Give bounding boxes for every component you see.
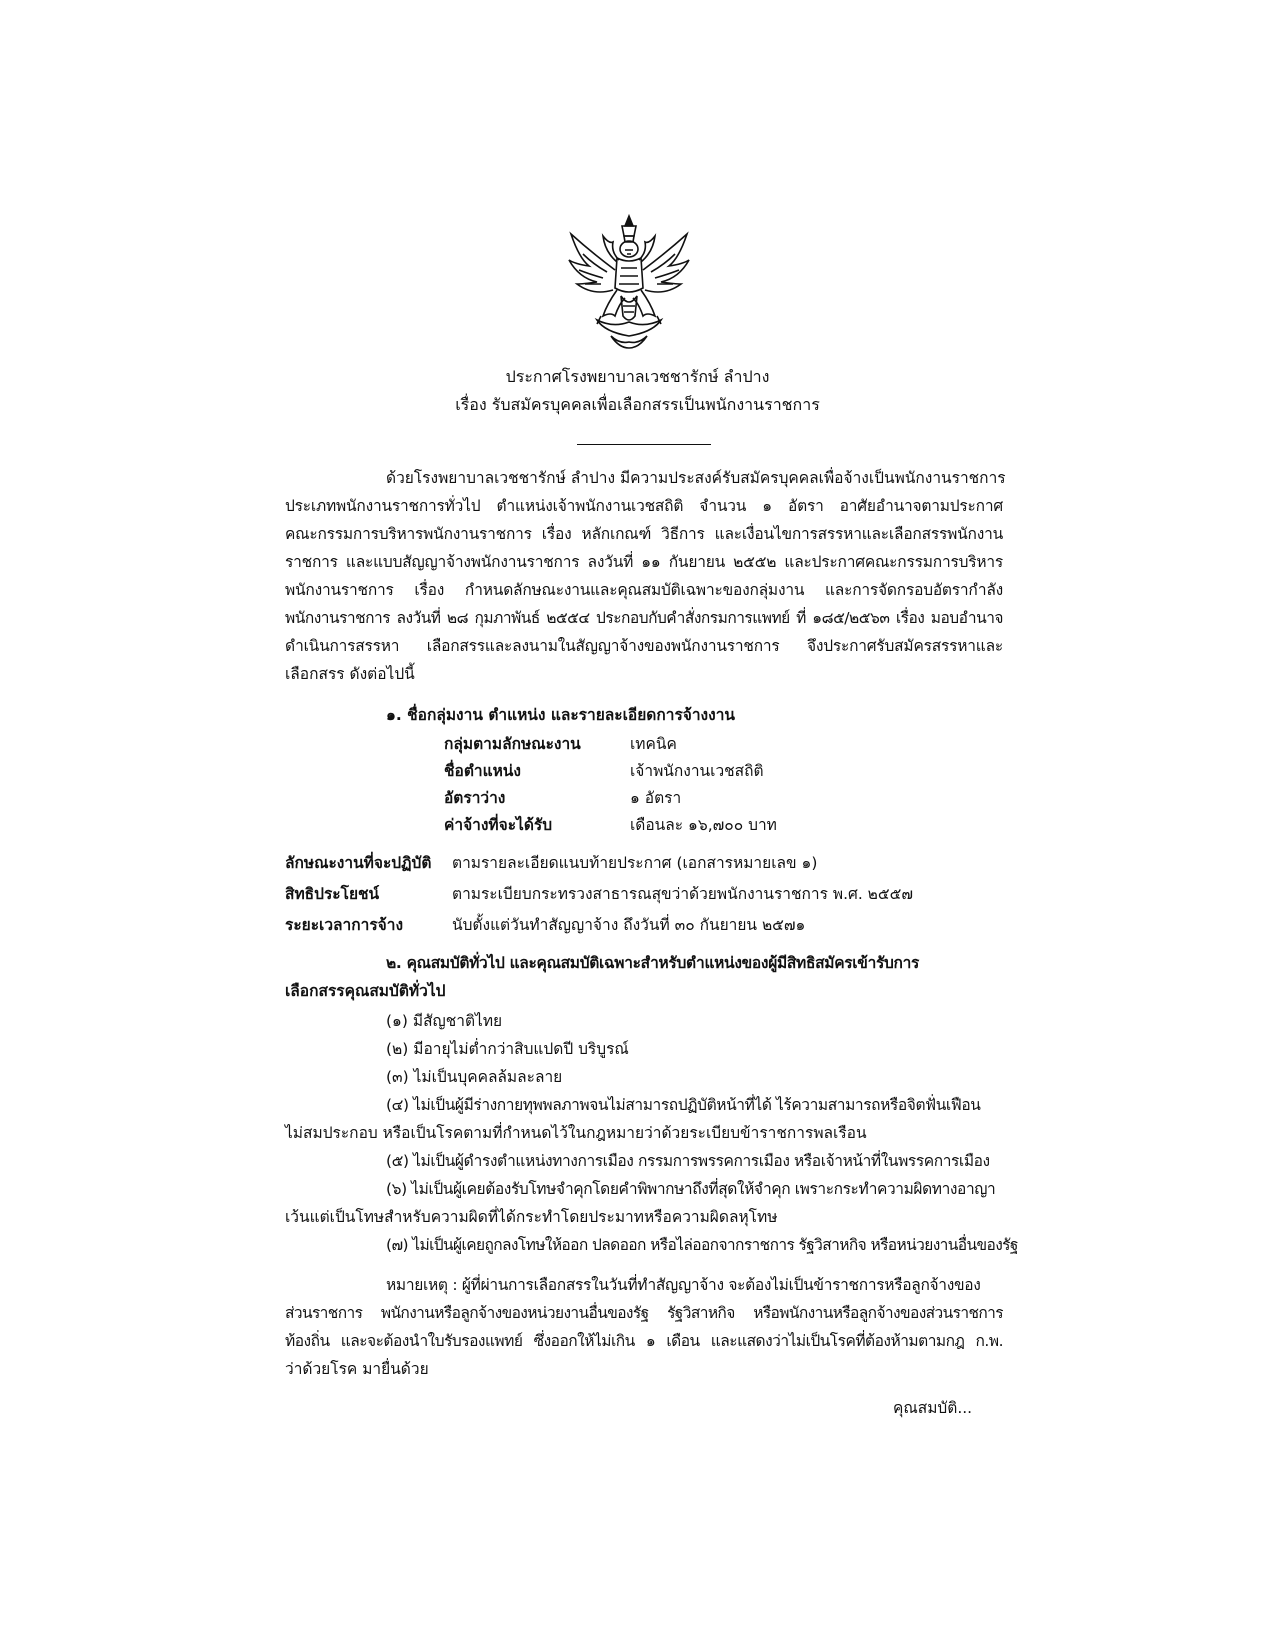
note-line: หมายเหตุ : ผู้ที่ผ่านการเลือกสรรในวันที่ทำสัญญาจ้าง จะต้องไม่เป็นข้าราชการหรือลูกจ้างของ — [386, 1276, 981, 1294]
intro-line: ราชการ และแบบสัญญาจ้างพนักงานราชการ ลงวันที่ ๑๑ กันยายน ๒๕๕๒ และประกาศคณะกรรมการบริหาร — [285, 553, 1003, 571]
section2-heading: ๒. คุณสมบัติทั่วไป และคุณสมบัติเฉพาะสำหรับตำแหน่งของผู้มีสิทธิสมัครเข้ารับการ — [386, 954, 920, 972]
qualification-item: (๑) มีสัญชาติไทย — [386, 1012, 503, 1030]
field-value-salary: เดือนละ ๑๖,๗๐๐ บาท — [630, 816, 777, 834]
qualification-item-continued: ไม่สมประกอบ หรือเป็นโรคตามที่กำหนดไว้ในกฎหมายว่าด้วยระเบียบข้าราชการพลเรือน — [285, 1124, 867, 1142]
detail-label-duties: ลักษณะงานที่จะปฏิบัติ — [285, 854, 432, 872]
garuda-emblem-icon — [567, 212, 691, 350]
detail-label-benefits: สิทธิประโยชน์ — [285, 885, 380, 903]
field-value-vacancy: ๑ อัตรา — [630, 789, 682, 807]
field-value-job-group: เทคนิค — [630, 735, 677, 753]
title-divider — [577, 444, 711, 445]
detail-value-benefits: ตามระเบียบกระทรวงสาธารณสุขว่าด้วยพนักงานราชการ พ.ศ. ๒๕๕๗ — [452, 885, 914, 903]
detail-value-duties: ตามรายละเอียดแนบท้ายประกาศ (เอกสารหมายเลข ๑) — [452, 854, 818, 872]
detail-value-duration: นับตั้งแต่วันทำสัญญาจ้าง ถึงวันที่ ๓๐ กันยายน ๒๕๗๑ — [452, 916, 806, 934]
qualification-item: (๕) ไม่เป็นผู้ดำรงตำแหน่งทางการเมือง กรรมการพรรคการเมือง หรือเจ้าหน้าที่ในพรรคการเมือง — [386, 1152, 990, 1170]
qualification-item: (๓) ไม่เป็นบุคคลล้มละลาย — [386, 1068, 563, 1086]
section2-subheading: เลือกสรรคุณสมบัติทั่วไป — [285, 982, 446, 1000]
qualification-item: (๗) ไม่เป็นผู้เคยถูกลงโทษให้ออก ปลดออก หรือไล่ออกจากราชการ รัฐวิสาหกิจ หรือหน่วยงานอื่นของรัฐ — [386, 1236, 1018, 1254]
continuation-marker: คุณสมบัติ... — [893, 1399, 973, 1417]
note-line: ส่วนราชการ พนักงานหรือลูกจ้างของหน่วยงานอื่นของรัฐ รัฐวิสาหกิจ หรือพนักงานหรือลูกจ้างของส่วนราชการ — [285, 1304, 1003, 1322]
announcement-subject: เรื่อง รับสมัครบุคคลเพื่อเลือกสรรเป็นพนักงานราชการ — [455, 395, 820, 414]
field-label-job-group: กลุ่มตามลักษณะงาน — [444, 735, 581, 753]
intro-line: ด้วยโรงพยาบาลเวชชารักษ์ ลำปาง มีความประสงค์รับสมัครบุคคลเพื่อจ้างเป็นพนักงานราชการ — [386, 469, 1006, 487]
note-line: ว่าด้วยโรค มายื่นด้วย — [285, 1360, 429, 1378]
field-label-salary: ค่าจ้างที่จะได้รับ — [444, 816, 553, 834]
intro-line: ดำเนินการสรรหา เลือกสรรและลงนามในสัญญาจ้างของพนักงานราชการ จึงประกาศรับสมัครสรรหาและ — [285, 637, 1003, 655]
qualification-item: (๒) มีอายุไม่ต่ำกว่าสิบแปดปี บริบูรณ์ — [386, 1040, 629, 1058]
intro-line: พนักงานราชการ เรื่อง กำหนดลักษณะงานและคุณสมบัติเฉพาะของกลุ่มงาน และการจัดกรอบอัตรากำลัง — [285, 581, 1003, 599]
qualification-item: (๖) ไม่เป็นผู้เคยต้องรับโทษจำคุกโดยคำพิพากษาถึงที่สุดให้จำคุก เพราะกระทำความผิดทางอาญา — [386, 1180, 996, 1198]
note-line: ท้องถิ่น และจะต้องนำใบรับรองแพทย์ ซึ่งออกให้ไม่เกิน ๑ เดือน และแสดงว่าไม่เป็นโรคที่ต้องห้ามตามกฎ ก.พ. — [285, 1332, 1003, 1350]
section1-heading: ๑. ชื่อกลุ่มงาน ตำแหน่ง และรายละเอียดการจ้างงาน — [386, 706, 735, 724]
intro-line: พนักงานราชการ ลงวันที่ ๒๘ กุมภาพันธ์ ๒๕๕๔ ประกอบกับคำสั่งกรมการแพทย์ ที่ ๑๘๕/๒๕๖๓ เรื่อง มอบอำนาจ — [285, 609, 1003, 627]
detail-label-duration: ระยะเวลาการจ้าง — [285, 916, 404, 934]
announcement-title: ประกาศโรงพยาบาลเวชชารักษ์ ลำปาง — [505, 367, 770, 386]
qualification-item: (๔) ไม่เป็นผู้มีร่างกายทุพพลภาพจนไม่สามารถปฏิบัติหน้าที่ได้ ไร้ความสามารถหรือจิตฟั่นเฟือน — [386, 1096, 981, 1114]
intro-line: ประเภทพนักงานราชการทั่วไป ตำแหน่งเจ้าพนักงานเวชสถิติ จำนวน ๑ อัตรา อาศัยอำนาจตามประกาศ — [285, 497, 1003, 515]
field-label-vacancy: อัตราว่าง — [444, 789, 506, 807]
intro-line: เลือกสรร ดังต่อไปนี้ — [285, 665, 415, 683]
field-value-position: เจ้าพนักงานเวชสถิติ — [630, 762, 764, 780]
intro-line: คณะกรรมการบริหารพนักงานราชการ เรื่อง หลักเกณฑ์ วิธีการ และเงื่อนไขการสรรหาและเลือกสรรพนักงาน — [285, 525, 1003, 543]
qualification-item-continued: เว้นแต่เป็นโทษสำหรับความผิดที่ได้กระทำโดยประมาทหรือความผิดลหุโทษ — [285, 1208, 778, 1226]
field-label-position: ชื่อตำแหน่ง — [444, 762, 521, 780]
